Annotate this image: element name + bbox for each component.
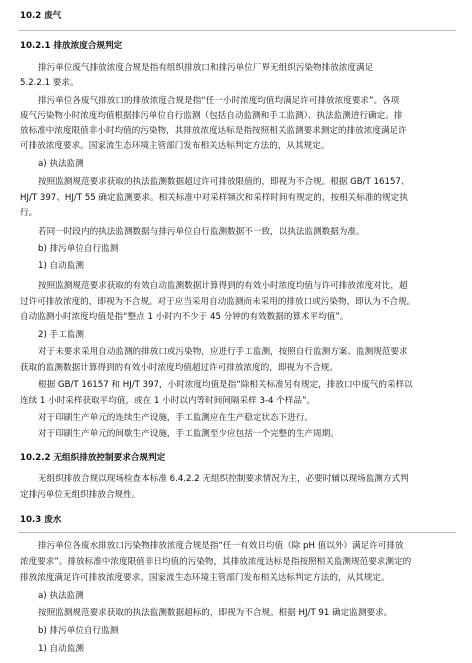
section-divider	[18, 30, 456, 31]
paragraph-line: 按照监测规范要求获取的执法监测数据超过许可排放限值的，即视为不合规。根据 GB/T 16157、	[38, 177, 410, 187]
paragraph-line: 按照监测规范要求获取的执法监测数据超标的，即视为不合规。根据 HJ/T 91 确定监测要求。	[38, 608, 393, 618]
subsection-heading-10-2-2: 10.2.2 无组织排放控制要求合规判定	[20, 453, 166, 463]
subsection-heading-10-2-1: 10.2.1 排放浓度合规判定	[20, 41, 123, 51]
paragraph-line: 排污单位各废气排放口的排放浓度合规是指“任一小时浓度均值均满足许可排放浓度要求”。各项	[38, 96, 400, 106]
section-divider	[18, 532, 456, 533]
paragraph-line: 5.2.2.1 要求。	[20, 78, 79, 88]
paragraph-line: 排污单位废气排放浓度合规是指有组织排放口和排污单位厂界无组织污染物排放浓度满足	[38, 63, 374, 73]
paragraph-line: 对于未要求采用自动监测的排放口或污染物，应进行手工监测，按照自行监测方案、监测规范要求	[38, 347, 408, 357]
list-item-label: 2) 手工监测	[38, 330, 84, 340]
list-item-label: 1) 自动监测	[38, 644, 84, 654]
list-item-label: b) 排污单位自行监测	[38, 626, 119, 636]
paragraph-line: HJ/T 397、HJ/T 55 确定监测要求。相关标准中对采样频次和采样时间有规定的，按相关标准的规定执	[20, 193, 408, 203]
paragraph-line: 无组织排放合规以现场检查本标准 6.4.2.2 无组织控制要求情况为主，必要时辅以现场监测方式判	[38, 474, 409, 484]
paragraph-line: 废气污染物小时浓度均值根据排污单位自行监测（包括自动监测和手工监测）、执法监测进行确定。排	[20, 111, 403, 121]
paragraph-line: 按照监测规范要求获取的有效自动监测数据计算得到的有效小时浓度均值与许可排放浓度对比，超	[38, 281, 408, 291]
list-item-label: b) 排污单位自行监测	[38, 244, 119, 254]
paragraph-line: 若同一时段内的执法监测数据与排污单位自行监测数据不一致，以执法监测数据为准。	[38, 227, 365, 237]
list-item-label: a) 执法监测	[38, 591, 84, 601]
paragraph-line: 定排污单位无组织排放合规性。	[20, 490, 141, 500]
paragraph-line: 自动监测小时浓度均值是指“整点 1 小时内不少于 45 分钟的有效数据的算术平均值”。	[20, 312, 349, 322]
paragraph-line: 对于印刷生产单元的间歇生产设施，手工监测至少应包括一个完整的生产周期。	[38, 429, 339, 439]
paragraph-line: 过许可排放浓度的，即视为不合规。对于应当采用自动监测而未采用的排放口或污染物，即认为不合规。	[20, 297, 416, 307]
paragraph-line: 放标准中浓度限值非小时均值的污染物，其排放浓度达标是指按照相关监测要求测定的排放浓度满足许	[20, 126, 407, 136]
paragraph-line: 对于印刷生产单元的连续生产设施，手工监测应在生产稳定状态下进行。	[38, 413, 314, 423]
paragraph-line: 获取的监测数据计算得到的有效小时浓度均值超过许可排放浓度的，即视为不合规。	[20, 363, 338, 373]
paragraph-line: 根据 GB/T 16157 和 HJ/T 397，小时浓度均值是指“除相关标准另有规定，排放口中废气的采样以	[38, 380, 413, 390]
paragraph-line: 排放浓度满足许可排放浓度要求。国家流生态环境主管部门发布相关达标判定方法的，从其规定。	[20, 573, 390, 583]
paragraph-line: 浓度要求”。排放标准中浓度限值非日均值的污染物，其排放浓度达标是指按照相关监测规范要求测定的	[20, 557, 412, 567]
paragraph-line: 可排放浓度要求。国家流生态环境主管部门发布相关达标判定方法的，从其规定。	[20, 141, 330, 151]
paragraph-line: 行。	[20, 208, 38, 218]
section-heading-10-3: 10.3 废水	[20, 515, 62, 525]
paragraph-line: 连续 1 小时采样获取平均值，或在 1 小时以内等时间间隔采样 3-4 个样品”。	[20, 396, 316, 406]
paragraph-line: 排污单位各废水排放口污染物排放浓度合规是指“任一有效日均值（除 pH 值以外）满足许可排放	[38, 541, 404, 551]
list-item-label: a) 执法监测	[38, 159, 84, 169]
section-heading-10-2: 10.2 废气	[20, 11, 62, 21]
list-item-label: 1) 自动监测	[38, 261, 84, 271]
